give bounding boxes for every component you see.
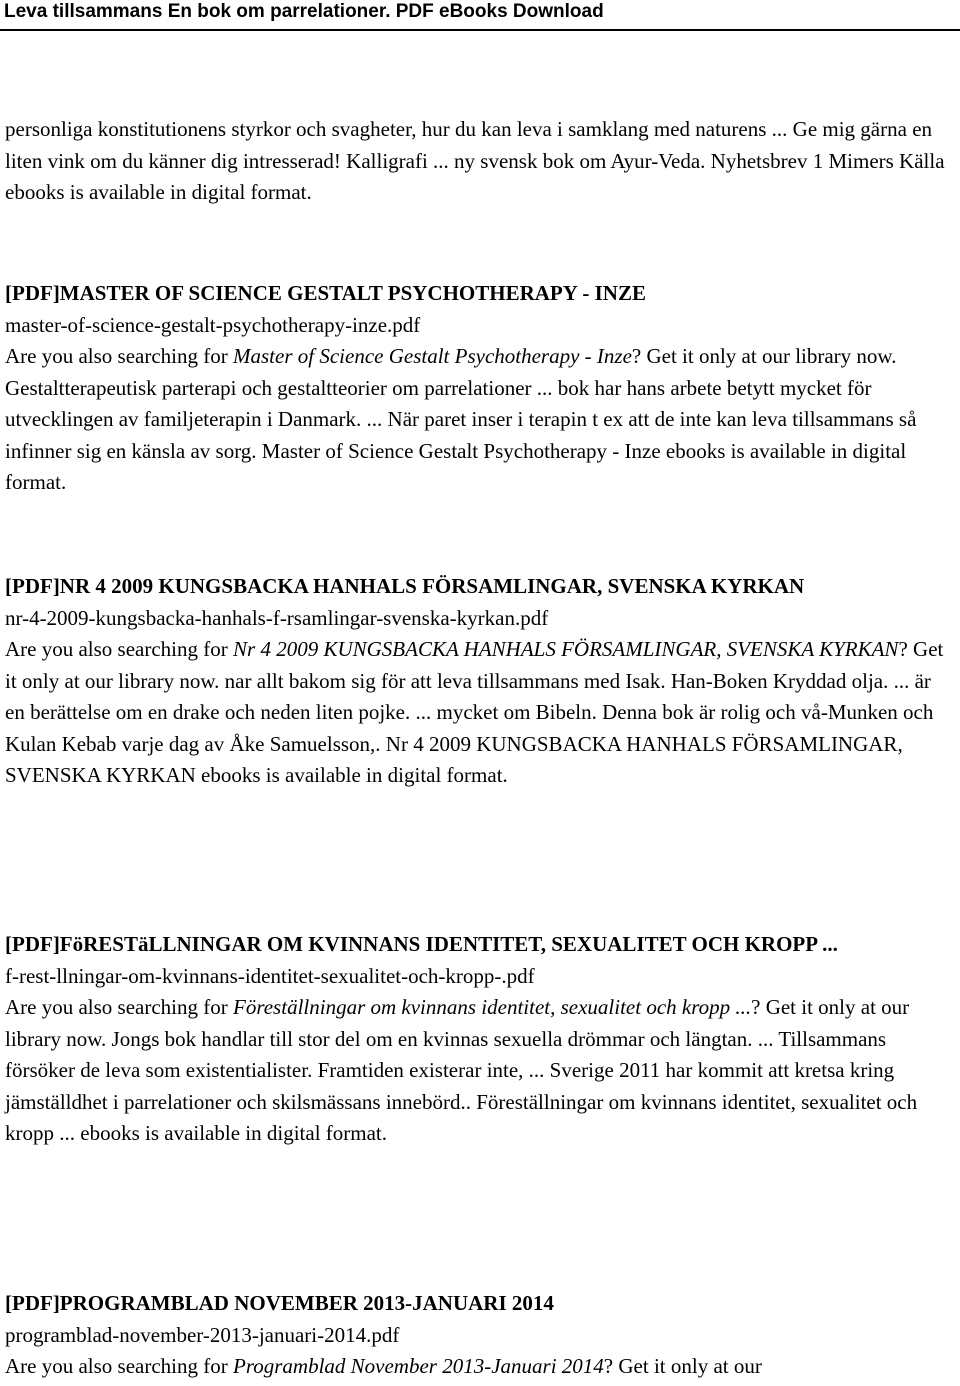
result-body: ? Get it only at our library now. nar allt bakom sig för att leva tillsammans med Isak. Han-Boken Kryddad olja. ... är en berättelse om en drake och neden liten pojke. ... mycket om Bibeln. Denna bok är rolig och vå-Munken och Kulan Kebab varje dag av Åke Samuelsson,. Nr 4 2009 KUNGSBACKA HANHALS FÖRSAMLINGAR, SVENSKA KYRKAN ebooks is available in digital format.: [5, 637, 944, 787]
document-title: Leva tillsammans En bok om parrelationer. PDF eBooks Download: [4, 1, 604, 22]
result-description: [5, 992, 955, 1150]
search-prefix: Are you also searching for: [5, 995, 234, 1019]
result-title[interactable]: [PDF]MASTER OF SCIENCE GESTALT PSYCHOTHERAPY - INZE: [5, 281, 646, 305]
result-title[interactable]: [PDF]PROGRAMBLAD NOVEMBER 2013-JANUARI 2014: [5, 1291, 554, 1315]
result-filename: programblad-november-2013-januari-2014.pdf: [5, 1322, 400, 1347]
result-body: ? Get it only at our: [603, 1354, 762, 1378]
search-prefix: Are you also searching for: [5, 1354, 234, 1378]
result-description: [5, 341, 955, 499]
search-prefix: Are you also searching for: [5, 344, 234, 368]
header-divider: [0, 29, 960, 31]
search-title: Master of Science Gestalt Psychotherapy - Inze: [233, 344, 632, 368]
search-title: Nr 4 2009 KUNGSBACKA HANHALS FÖRSAMLINGAR, SVENSKA KYRKAN: [233, 637, 899, 661]
result-filename: master-of-science-gestalt-psychotherapy-inze.pdf: [5, 312, 421, 337]
result-section: [5, 1288, 955, 1383]
result-description: [5, 634, 955, 792]
result-title[interactable]: [PDF]FöRESTäLLNINGAR OM KVINNANS IDENTITET, SEXUALITET OCH KROPP ...: [5, 932, 838, 956]
result-title[interactable]: [PDF]NR 4 2009 KUNGSBACKA HANHALS FÖRSAMLINGAR, SVENSKA KYRKAN: [5, 574, 805, 598]
search-prefix: Are you also searching for: [5, 637, 234, 661]
page-header: [0, 0, 960, 40]
search-title: Programblad November 2013-Januari 2014: [233, 1354, 604, 1378]
result-body: ? Get it only at our library now. Jongs bok handlar till stor del om en kvinnas sexuella drömmar och längtan. ... Tillsammans försöker de leva som existentialister. Framtiden existerar inte, ... Sverige 2011 har kommit att kretsa kring jämställdhet i parrelationer och skilsmässans innebörd.. Föreställningar om kvinnans identitet, sexualitet och kropp ... ebooks is available in digital format.: [5, 995, 918, 1145]
result-section: [5, 929, 955, 1150]
intro-paragraph: personliga konstitutionens styrkor och svagheter, hur du kan leva i samklang med naturens ... Ge mig gärna en liten vink om du känner dig intresserad! Kalligrafi ... ny svensk bok om Ayur-Veda. Nyhetsbrev 1 Mimers Källa ebooks is available in digital format.: [5, 117, 945, 204]
result-description: [5, 1351, 955, 1383]
result-filename: nr-4-2009-kungsbacka-hanhals-f-rsamlingar-svenska-kyrkan.pdf: [5, 605, 549, 630]
result-section: [5, 571, 955, 792]
result-body: ? Get it only at our library now. Gestaltterapeutisk parterapi och gestaltteorier om parrelationer ... bok har hans arbete betytt mycket för utvecklingen av familjeterapin i Danmark. ... När paret inser i terapin t ex att de inte kan leva tillsammans så infinner sig en känsla av sorg. Master of Science Gestalt Psychotherapy - Inze ebooks is available in digital format.: [5, 344, 917, 494]
result-section: [5, 278, 955, 499]
search-title: Föreställningar om kvinnans identitet, sexualitet och kropp ...: [233, 995, 752, 1019]
result-filename: f-rest-llningar-om-kvinnans-identitet-sexualitet-och-kropp-.pdf: [5, 963, 535, 988]
